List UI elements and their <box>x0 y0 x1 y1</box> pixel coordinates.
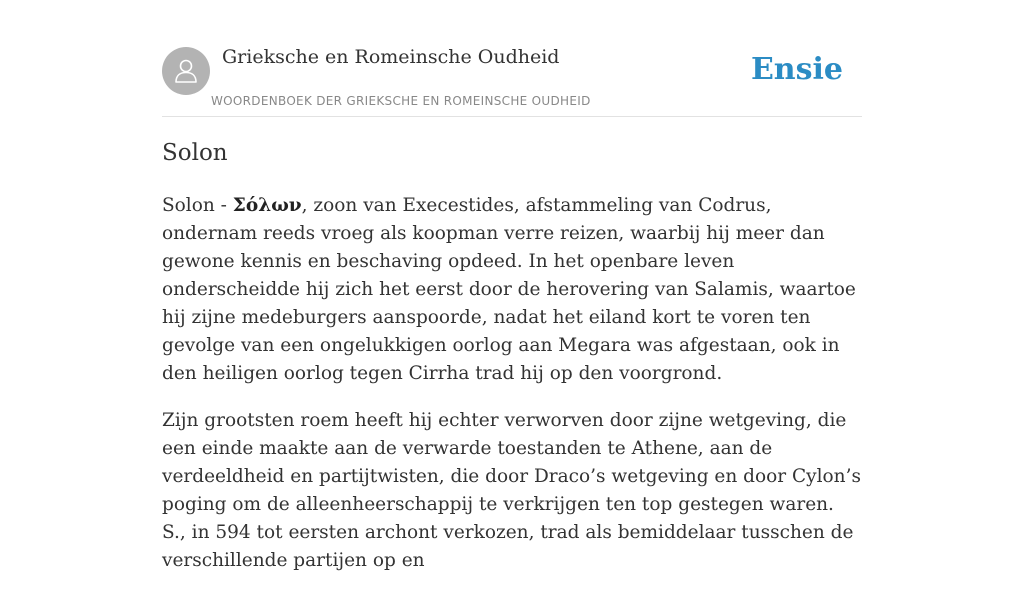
greek-name: Σόλων <box>232 195 302 216</box>
site-title[interactable]: Grieksche en Romeinsche Oudheid <box>222 46 560 68</box>
site-subtitle[interactable]: WOORDENBOEK DER GRIEKSCHE EN ROMEINSCHE OUDHEID <box>211 94 591 108</box>
paragraph-1-text: , zoon van Execestides, afstammeling van Codrus, ondernam reeds vroeg als koopman verre reizen, waarbij hij meer dan gewone kennis en beschaving opdeed. In het openbare leven onderscheidde hij zich het eerst door de herovering van Salamis, waartoe hij zijne medeburgers aanspoorde, nadat het eiland kort te voren ten gevolge van een ongelukkigen oorlog aan Megara was afgestaan, ook in den heiligen oorlog tegen Cirrha trad hij op den voorgrond. <box>162 195 856 384</box>
entry-title: Solon <box>162 140 228 166</box>
avatar[interactable] <box>162 47 210 95</box>
entry-content <box>162 192 862 594</box>
site-header <box>162 0 862 117</box>
ensie-logo[interactable]: Ensie <box>750 52 843 87</box>
paragraph-1 <box>162 192 862 388</box>
page <box>162 0 862 571</box>
paragraph-2: Zijn grootsten roem heeft hij echter verworven door zijne wetgeving, die een einde maakte aan de verwarde toestanden te Athene, aan de verdeeldheid en partijtwisten, die door Draco’s wetgeving en door Cylon’s poging om de alleenheerschappij te verkrijgen ten top gestegen waren. S., in 594 tot eersten archont verkozen, trad als bemiddelaar tusschen de verschillende partijen op en <box>162 410 861 571</box>
paragraph-1-lead: Solon - <box>162 195 233 216</box>
user-icon <box>171 56 201 86</box>
